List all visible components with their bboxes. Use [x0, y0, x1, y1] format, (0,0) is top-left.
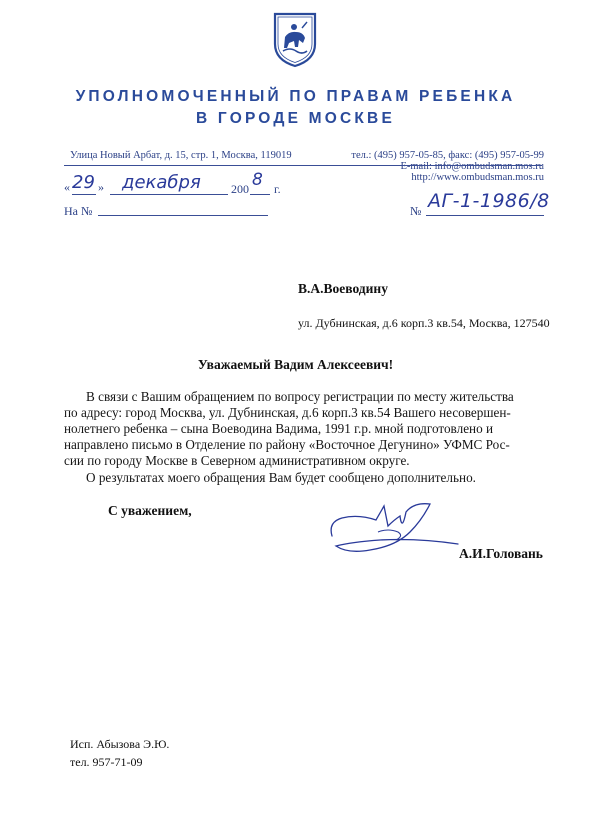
letterhead-divider [64, 165, 542, 166]
executor: Исп. Абызова Э.Ю. [70, 737, 170, 751]
date-month: декабря [122, 172, 201, 193]
date-quote-open: « [64, 180, 70, 194]
date-line [64, 170, 304, 196]
date-quote-close: » [98, 180, 104, 194]
moscow-coat-of-arms-icon [272, 10, 318, 68]
body-line-3: нолетнего ребенка – сына Воеводина Вадима, 1991 г.р. мной подготовлено и [64, 421, 494, 436]
org-contacts [351, 150, 544, 183]
reg-number-underline [426, 215, 544, 216]
reply-to-underline [98, 215, 268, 216]
salutation: Уважаемый Вадим Алексеевич! [197, 357, 394, 372]
letter-body-paragraph-2: О результатах моего обращения Вам будет сообщено дополнительно. [86, 470, 476, 485]
body-line-4: направлено письмо в Отделение по району «Восточное Дегунино» УФМС Рос- [64, 437, 510, 452]
body-line-1: В связи с Вашим обращением по вопросу регистрации по месту жительства [86, 389, 514, 404]
date-year-suffix: 8 [252, 170, 263, 190]
body-line-2: по адресу: город Москва, ул. Дубнинская, д.6 корп.3 кв.54 Вашего несовершен- [64, 405, 511, 420]
date-day: 29 [72, 172, 95, 193]
date-year-prefix: 200 [231, 182, 249, 196]
recipient-name: В.А.Воеводину [298, 281, 388, 296]
reg-number-label: № [410, 204, 422, 218]
body-line-5: сии по городу Москве в Северном административном округе. [64, 453, 410, 468]
date-year-underline [250, 194, 270, 195]
date-month-underline [110, 194, 228, 195]
signatory-name: А.И.Головань [459, 546, 543, 561]
closing: С уважением, [108, 503, 192, 518]
date-year-unit: г. [274, 182, 281, 196]
org-name-line2: В ГОРОДЕ МОСКВЕ [196, 110, 395, 127]
org-website: http://www.ombudsman.mos.ru [411, 172, 544, 183]
org-phone-fax: тел.: (495) 957-05-85, факс: (495) 957-05-99 [351, 150, 544, 161]
org-address: Улица Новый Арбат, д. 15, стр. 1, Москва, 119019 [70, 150, 292, 161]
letter-body-paragraph [64, 389, 542, 469]
date-day-underline [72, 194, 96, 195]
org-email: E-mail: info@ombudsman.mos.ru [400, 161, 544, 172]
reg-number-value: АГ-1-1986/8 [428, 190, 550, 212]
executor-phone: тел. 957-71-09 [70, 755, 143, 769]
recipient-address: ул. Дубнинская, д.6 корп.3 кв.54, Москва, 127540 [298, 316, 550, 330]
reply-to-label: На № [64, 204, 93, 218]
org-name-line1: УПОЛНОМОЧЕННЫЙ ПО ПРАВАМ РЕБЕНКА [75, 88, 516, 105]
